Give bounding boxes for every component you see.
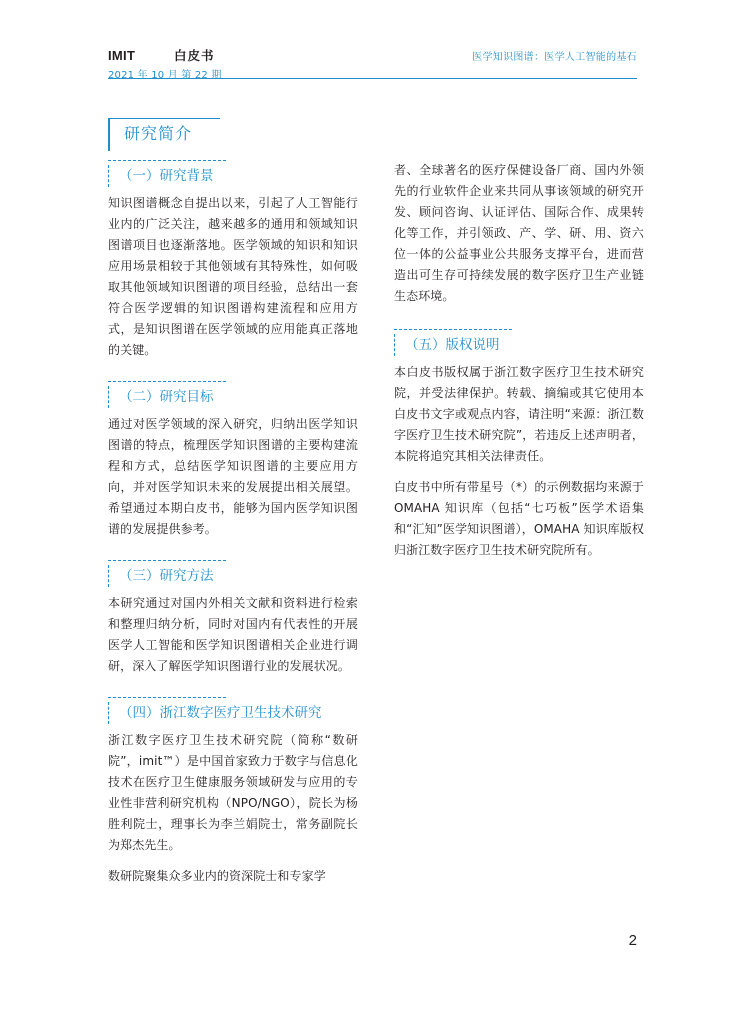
subsection-heading-frame <box>108 381 226 408</box>
paragraph: 通过对医学领域的深入研究，归纳出医学知识图谱的特点，梳理医学知识图谱的主要构建流程和方式，总结医学知识图谱的主要应用方向，并对医学知识未来的发展提出相关展望。希望通过本期白皮书，能够为国内医学知识图谱的发展提供参考。 <box>108 417 358 536</box>
section-title: 研究简介 <box>108 118 220 151</box>
page-number: 2 <box>628 932 637 949</box>
paragraph: 浙江数字医疗卫生技术研究院（简称“数研院”，imit™）是中国首家致力于数字与信息化技术在医疗卫生健康服务领域研发与应用的专业性非营利研究机构（NPO/NGO），院长为杨胜利院士，理事长为李兰娟院士，常务副院长为郑杰先生。 <box>108 733 358 852</box>
running-title: 医学知识图谱：医学人工智能的基石 <box>472 52 637 63</box>
subsection-goals <box>108 381 358 540</box>
subsection-institute <box>108 697 358 887</box>
subsection-heading-frame <box>108 160 226 187</box>
subsection-heading-frame <box>108 560 226 587</box>
subsection-heading-frame <box>108 697 322 724</box>
paragraph: 本白皮书版权属于浙江数字医疗卫生技术研究院，并受法律保护。转载、摘编或其它使用本白皮书文字或观点内容，请注明“来源：浙江数字医疗卫生技术研究院”，若违反上述声明者，本院将追究其相关法律责任。 <box>394 365 644 463</box>
subsection-heading: （四）浙江数字医疗卫生技术研究 <box>108 702 226 724</box>
issue-date: 2021 年 10 月 第 22 期 <box>108 70 222 81</box>
right-column <box>394 160 644 573</box>
subsection-background <box>108 160 358 361</box>
paragraph: 知识图谱概念自提出以来，引起了人工智能行业内的广泛关注，越来越多的通用和领域知识图谱项目也逐渐落地。医学领域的知识和知识应用场景相较于其他领域有其特殊性，如何吸取其他领域知识图谱的项目经验，总结出一套符合医学逻辑的知识图谱构建流程和应用方式，是知识图谱在医学领域的应用能真正落地的关键。 <box>108 196 358 357</box>
paragraph: 本研究通过对国内外相关文献和资料进行检索和整理归纳分析，同时对国内有代表性的开展医学人工智能和医学知识图谱相关企业进行调研，深入了解医学知识图谱行业的发展状况。 <box>108 596 358 673</box>
brand-row <box>108 46 222 64</box>
document-type: 白皮书 <box>174 48 215 63</box>
subsection-copyright <box>394 329 644 561</box>
paragraph-continuation: 者、全球著名的医疗保健设备厂商、国内外领先的行业软件企业来共同从事该领域的研究开发、顾问咨询、认证评估、国际合作、成果转化等工作，并引领政、产、学、研、用、资六位一体的公益事业公共服务支撑平台，进而营造出可生存可持续发展的数字医疗卫生产业链生态环境。 <box>394 163 644 303</box>
paragraph: 白皮书中所有带星号（*）的示例数据均来源于 OMAHA 知识库（包括“七巧板”医学术语集和“汇知”医学知识图谱），OMAHA 知识库版权归浙江数字医疗卫生技术研究院所有。 <box>394 480 644 557</box>
left-column <box>108 160 358 899</box>
subsection-heading: （五）版权说明 <box>394 334 512 356</box>
subsection-heading: （一）研究背景 <box>108 165 226 187</box>
header-left <box>108 46 222 81</box>
subsection-methods <box>108 560 358 677</box>
subsection-heading: （二）研究目标 <box>108 386 226 408</box>
header-divider <box>108 78 637 79</box>
paragraph: 数研院聚集众多业内的资深院士和专家学 <box>108 869 326 883</box>
subsection-heading-frame <box>394 329 512 356</box>
brand-name: IMIT <box>108 48 136 63</box>
subsection-heading: （三）研究方法 <box>108 565 226 587</box>
